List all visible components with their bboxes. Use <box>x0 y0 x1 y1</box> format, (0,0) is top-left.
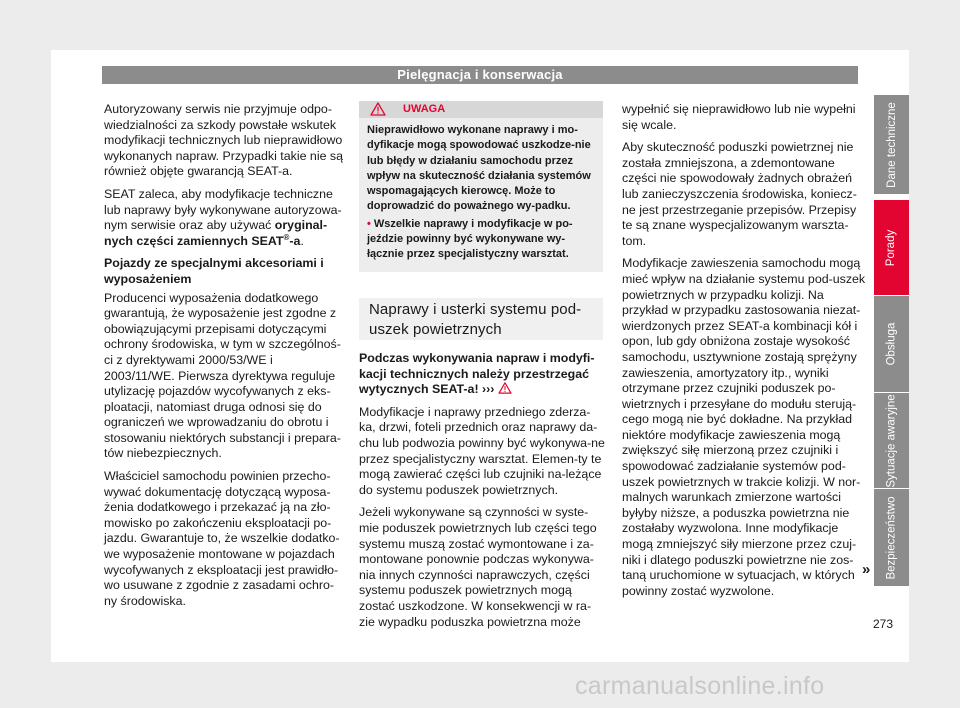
column-2 <box>359 351 606 637</box>
warning-box <box>359 101 603 272</box>
paragraph: Modyfikacje i naprawy przedniego zderza-ka, drzwi, foteli przednich oraz naprawy da-chu lub podwozia powinny być wykonywa-ne przez specjalistyczny warsztat. Elemen-ty te mogą zawierać części lub czujniki na-leżące do systemu poduszek powietrznych. <box>359 404 605 497</box>
watermark: carmanualsonline.info <box>575 672 825 700</box>
tab-dane-techniczne[interactable]: Dane techniczne <box>874 95 909 194</box>
page-header: Pielęgnacja i konserwacja <box>102 66 858 84</box>
continue-marker: » <box>862 561 868 578</box>
column-1 <box>104 102 346 616</box>
paragraph: Autoryzowany serwis nie przyjmuje odpo-wiedzialności za szkody powstałe wskutek modyfikacji technicznych lub nieprawidłowo wykonanych napraw. Przypadki takie nie są również objęte gwarancją SEAT-a. <box>104 102 343 179</box>
paragraph: Właściciel samochodu powinien przecho-wywać dokumentację dotyczącą wyposa-żenia dodatkowego i przekazać ją na zło-mowisko po zakończeniu eksploatacji po-jazdu. Gwarantuje to, że wszelkie dodatko-we wyposażenie montowane w pojazdach wycofywanych z eksploatacji jest prawidło-wo usuwane z zgodnie z zasadami ochro-ny środowiska. <box>104 469 340 608</box>
paragraph: Aby skuteczność poduszki powietrznej nie została zmniejszona, a zdemontowane części nie spowodowały żadnych obrażeń lub zanieczyszczenia środowiska, koniecz-ne jest przestrzeganie przepisów. Przepisy te są znane wyspecjalizowanym warszta-tom. <box>622 140 857 248</box>
section-title: Naprawy i usterki systemu pod-uszek powietrznych <box>359 298 603 340</box>
paragraph: Modyfikacje zawieszenia samochodu mogą mieć wpływ na działanie systemu pod-uszek powietrznych w przypadku kolizji. Na przykład w przypadku zastosowania niezat-wierdzonych przez SEAT-a kombinacji kół i opon, lub gdy obniżona zostaje wysokość samochodu, usztywnione zostają sprężyny zawieszenia, amortyzatory itp., wyniki otrzymane przez czujniki poduszek po-wietrznych i przesyłane do modułu sterują-cego mogą nie być dokładne. Na przykład niektóre modyfikacje zawieszenia mogą zwiększyć siłę mierzoną przez czujniki i spowodować zadziałanie systemów pod-uszek powietrznych w trakcie kolizji. W nor-malnych warunkach zmierzone wartości byłyby niższe, a poduszka powietrzna nie zostałaby wyzwolona. Inne modyfikacje mogą zmniejszyć siły mierzone przez czuj-niki i dlatego poduszki powietrzne nie zos-taną uruchomione w sytuacjach, w których powinny zostać wyzwolone. <box>622 256 866 598</box>
tab-sytuacje-awaryjne[interactable]: Sytuacje awaryjne <box>874 393 909 488</box>
subheading: Pojazdy ze specjalnymi akcesoriami i wyposażeniem <box>104 256 324 286</box>
warning-title: UWAGA <box>403 103 446 115</box>
warning-bullet-item: • Wszelkie naprawy i modyfikacje w po-jeździe powinny być wykonywane wy-łącznie przez specjalistyczny warsztat. <box>367 217 573 261</box>
paragraph: Producenci wyposażenia dodatkowego gwarantują, że wyposażenie jest zgodne z obowiązującymi przepisami dotyczącymi ochrony środowiska, w tym w szczególnoś-ci z dyrektywami 2000/53/WE i 2003/11/WE. Pierwsza dyrektywa reguluje utylizację pojazdów wycofywanych z eks-ploatacji, natomiast druga odnosi się do ograniczeń we wprowadzaniu do obrotu i stosowaniu niektórych substancji i prepara-tów niebezpiecznych. <box>104 290 341 461</box>
intro-paragraph: Podczas wykonywania napraw i modyfi-kacji technicznych należy przestrzegać wytycznych SEAT-a! ››› <box>359 351 595 397</box>
warning-header <box>359 101 603 118</box>
bullet-icon: • <box>367 217 371 230</box>
warning-triangle-icon <box>498 382 512 394</box>
cross-reference-link[interactable]: ››› <box>482 382 495 397</box>
page-number: 273 <box>873 617 894 631</box>
tab-obsluga[interactable]: Obsługa <box>874 296 909 392</box>
tab-porady[interactable]: Porady <box>874 200 909 295</box>
tab-bezpieczenstwo[interactable]: Bezpieczeństwo <box>874 489 909 586</box>
paragraph: SEAT zaleca, aby modyfikacje techniczne lub naprawy były wykonywane autoryzowa-nym serwisie oraz aby używać oryginal-nych części zamiennych SEAT®-a. <box>104 186 342 248</box>
paragraph: wypełnić się nieprawidłowo lub nie wypełni się wcale. <box>622 102 856 132</box>
warning-triangle-icon <box>370 102 386 116</box>
bold-text: oryginal-nych części zamiennych SEAT®-a <box>104 218 328 248</box>
warning-body <box>359 118 603 263</box>
paragraph: Jeżeli wykonywane są czynności w syste-mie poduszek powietrznych lub części tego systemu muszą zostać wymontowane i za-montowane ponownie podczas wykonywa-nia innych czynności naprawczych, części systemu poduszek powietrznych mogą zostać uszkodzone. W konsekwencji w ra-zie wypadku poduszka powietrzna może <box>359 505 597 629</box>
warning-text: Nieprawidłowo wykonane naprawy i mo-dyfikacje mogą spowodować uszkodze-nie lub błędy w działaniu samochodu przez wpływ na skuteczność działania systemów wspomagających kierowcę. Może to doprowadzić do poważnego wy-padku. <box>367 124 591 213</box>
column-3 <box>622 102 866 606</box>
